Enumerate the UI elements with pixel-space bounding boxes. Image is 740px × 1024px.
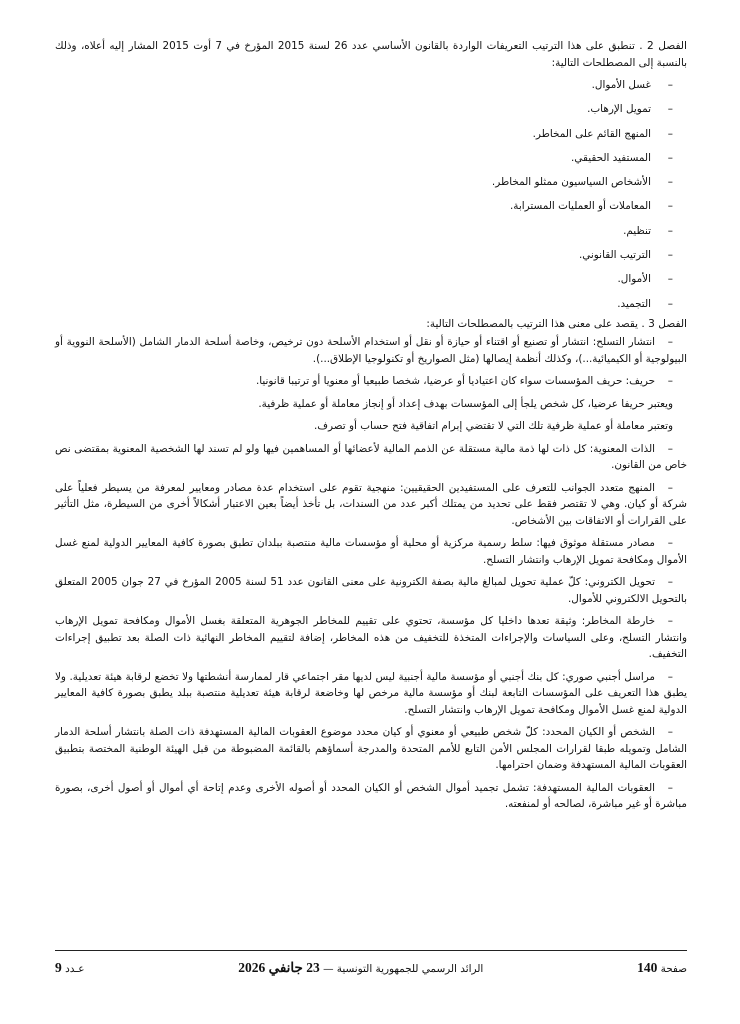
definition-item: [55, 613, 687, 663]
dash-marker: –: [667, 79, 673, 91]
dash-marker: –: [667, 151, 673, 164]
dash-marker: –: [667, 781, 673, 794]
note-text: وتعتبر معاملة أو عملية ظرفية تلك التي لا تقتضي إبرام اتفاقية فتح حساب أو تصرف.: [313, 420, 673, 433]
list-item: [55, 146, 687, 170]
term-text: الأموال.: [617, 273, 651, 286]
term-text: غسل الأموال.: [591, 79, 651, 91]
definition-text: مصادر مستقلة موثوق فيها: سلط رسمية مركزية أو محلية أو مؤسسات مالية منتصبة ببلدان تطبق بصورة كافية المعايير الدولية لمنع غسل الأموال ومكافحة تمويل الإرهاب وانتشار التسلح.: [55, 537, 687, 566]
article-3-heading: الفصل 3 .: [641, 317, 687, 330]
dash-marker: –: [667, 127, 673, 140]
definition-item: [55, 334, 687, 367]
page-number: 140: [637, 960, 658, 975]
client-note: [55, 418, 687, 435]
list-item: [55, 73, 687, 97]
list-item: [55, 170, 687, 194]
list-item: [55, 243, 687, 267]
definition-text: انتشار التسلح: انتشار أو تصنيع أو اقتناء أو حيازة أو نقل أو استخدام الأسلحة دون ترخيص، وخاصة أسلحة الدمار الشامل (الأسلحة النووية أو البيولوجية أو الكيميائية...)، وكذلك أنظمة إيصالها (مثل الصواريخ أو تكنولوجيا الإطلاق...).: [55, 336, 687, 365]
list-item: [55, 194, 687, 218]
note-text: ويعتبر حريفا عرضيا، كل شخص يلجأ إلى المؤسسات بهدف إعداد أو إنجاز معاملة أو عملية ظرفية.: [258, 397, 673, 410]
term-text: المنهج القائم على المخاطر.: [532, 127, 651, 140]
issue-number: 9: [55, 960, 62, 975]
article-2-heading: الفصل 2 .: [639, 40, 687, 52]
list-item: [55, 122, 687, 146]
dash-marker: –: [667, 176, 673, 189]
term-text: الأشخاص السياسيون ممثلو المخاطر.: [491, 176, 651, 189]
definition-text: حريف: حريف المؤسسات سواء كان اعتياديا أو عرضيا، شخصا طبيعيا أو معنويا أو ترتيبا قانونيا.: [255, 375, 655, 388]
article-2-term-list: [55, 73, 687, 316]
definition-text: تحويل الكتروني: كلّ عملية تحويل لمبالغ مالية بصفة الكترونية على معنى القانون عدد 51 لسنة 2005 المؤرخ في 27 جوان 2005 المتعلق بالتحويل الالكتروني للأموال.: [55, 576, 687, 605]
dash-marker: –: [667, 537, 673, 550]
list-item: [55, 292, 687, 316]
definition-item: [55, 373, 687, 390]
definition-item: [55, 480, 687, 530]
article-3-text: يقصد على معنى هذا الترتيب بالمصطلحات التالية:: [426, 317, 639, 330]
list-item: [55, 219, 687, 243]
dash-marker: –: [667, 273, 673, 286]
term-text: الترتيب القانوني.: [578, 249, 651, 262]
article-2-text: تنطبق على هذا الترتيب التعريفات الواردة بالقانون الأساسي عدد 26 لسنة 2015 المؤرخ في 7 أوت 2015 المشار إليه أعلاه، وذلك بالنسبة إلى المصطلحات التالية:: [55, 40, 687, 69]
dash-marker: –: [667, 336, 673, 349]
definition-item: [55, 669, 687, 719]
dash-marker: –: [667, 103, 673, 116]
page-number-label: [637, 960, 687, 976]
list-item: [55, 267, 687, 291]
dash-marker: –: [667, 726, 673, 739]
definition-item: [55, 724, 687, 774]
dash-marker: –: [667, 297, 673, 310]
definition-text: العقوبات المالية المستهدفة: تشمل تجميد أموال الشخص أو الكيان المحدد أو أصوله الأخرى وعدم إتاحة أي أموال أو أصول أخرى، بصورة مباشرة أو غير مباشرة، لصالحه أو لمنفعته.: [55, 781, 687, 811]
definition-item: [55, 441, 687, 474]
dash-marker: –: [667, 481, 673, 494]
list-item: [55, 97, 687, 121]
definition-text: المنهج متعدد الجوانب للتعرف على المستفيدين الحقيقيين: منهجية تقوم على استخدام عدة مصادر ومعايير لمعرفة من يسيطر فعلياً على شركة أو كيان. وهي لا تقتصر فقط على تحديد من يمتلك أكبر عدد من السندات، بل تأخذ أيضاً بعين الاعتبار أشكالاً أخرى من السيطرة، مثل التأثير على القرارات أو الاتفاقات بين الأشخاص.: [55, 481, 687, 527]
definition-item: [55, 574, 687, 607]
dash-marker: –: [667, 442, 673, 455]
dash-marker: –: [667, 200, 673, 213]
definition-text: مراسل أجنبي صوري: كل بنك أجنبي أو مؤسسة مالية أجنبية ليس لديها مقر اجتماعي قار لممارسة أنشطتها ولا تخضع لرقابة هيئة تعديلية. ولا يطبق هذا التعريف على المؤسسات التابعة لبنك أو مؤسسة مالية مرخص لها وخاضعة لرقابة هيئة تعديلية منتصبة ببلد يطبق بصورة كافية المعايير الدولية لمنع غسل الأموال ومكافحة تمويل الإرهاب وانتشار التسلح.: [55, 670, 687, 716]
dash-marker: –: [667, 375, 673, 388]
term-text: المعاملات أو العمليات المسترابة.: [509, 200, 651, 213]
publication-date: 23 جانفي 2026: [238, 960, 320, 975]
dash-marker: –: [667, 249, 673, 262]
term-text: المستفيد الحقيقي.: [571, 151, 651, 164]
dash-marker: –: [667, 224, 673, 237]
term-text: تنظيم.: [623, 224, 651, 237]
article-3-intro: [55, 316, 687, 333]
dash-marker: –: [667, 670, 673, 683]
dash-marker: –: [667, 615, 673, 628]
publication-info: [238, 960, 483, 976]
definition-item: [55, 535, 687, 568]
definition-text: الشخص أو الكيان المحدد: كلّ شخص طبيعي أو معنوي أو كيان محدد موضوع العقوبات المالية المستهدفة ذات الصلة بانتشار أسلحة الدمار الشامل وتمويله طبقا لقرارات المجلس الأمن التابع للأمم المتحدة والمدرجة أسماؤهم بالقائمة المضبوطة من قبل الهيئة الوطنية المختصة بتطبيق العقوبات المالية المستهدفة وضمان احترامها.: [55, 726, 687, 772]
definition-text: خارطة المخاطر: وثيقة تعدها داخليا كل مؤسسة، تحتوي على تقييم للمخاطر الجوهرية المتعلقة بغسل الأموال ومكافحة تمويل الإرهاب وانتشار التسلح، وعلى السياسات والإجراءات المتخذة للتخفيف من هذه المخاطر، إضافة لتقييم المخاطر النهائية ذات الصلة بعد تطبيق إجراءات التخفيف.: [55, 615, 687, 661]
issue-label: عـدد: [65, 963, 85, 975]
term-text: تمويل الإرهاب.: [587, 103, 651, 116]
publication-title: الرائد الرسمي للجمهورية التونسية —: [323, 963, 484, 975]
page-footer: [55, 960, 687, 976]
term-text: التجميد.: [617, 297, 651, 310]
article-2-intro: [55, 38, 687, 71]
dash-marker: –: [667, 576, 673, 589]
definition-item: [55, 780, 687, 813]
client-note: [55, 396, 687, 413]
footer-divider: [55, 950, 687, 951]
document-page: [55, 38, 687, 819]
page-label: صفحة: [660, 963, 687, 975]
definition-text: الذات المعنوية: كل ذات لها ذمة مالية مستقلة عن الذمم المالية لأعضائها أو المساهمين فيها ولو لم تسند لها الشخصية المعنوية بمقتضى نص خاص من القانون.: [55, 442, 687, 472]
issue-info: [55, 960, 84, 976]
